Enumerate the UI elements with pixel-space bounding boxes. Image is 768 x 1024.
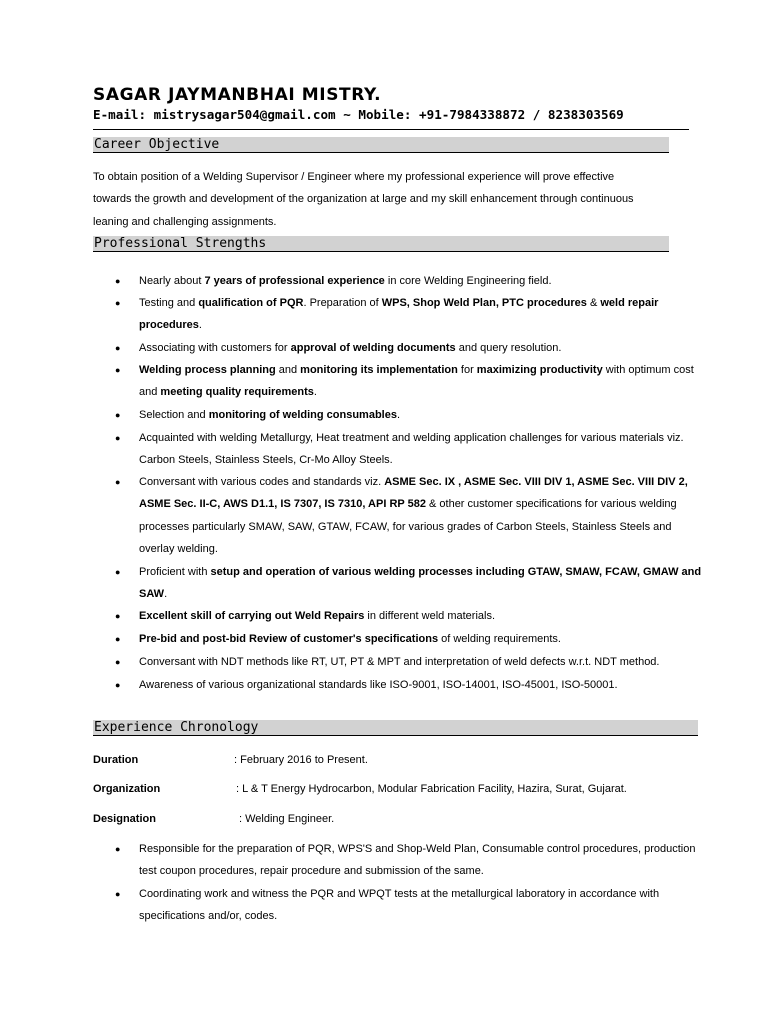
contact-line: E-mail: mistrysagar504@gmail.com ~ Mobile: +91-7984338872 / 8238303569 [93,107,624,122]
section-heading-experience-chronology: Experience Chronology [93,720,698,736]
bullet-icon: ● [115,657,121,667]
duration-label: Duration [93,754,139,766]
bullet-icon: ● [115,567,121,577]
bullet-icon: ● [115,889,121,899]
bullet-icon: ● [115,298,121,308]
bullet-icon: ● [115,343,121,353]
section-heading-career-objective: Career Objective [93,137,669,153]
designation-value: : Welding Engineer. [239,813,335,825]
resume-page: SAGAR JAYMANBHAI MISTRY. E-mail: mistrysagar504@gmail.com ~ Mobile: +91-7984338872 / 8238303569 Career Objective To obtain position of a Welding Supervisor / Engineer where my professional experience will prove effective towards the growth and development of the organization at large and my skill enhancement through continuous leaning and challenging assignments. Professional Strengths ● Nearly about 7 years of professional experience in core Welding Engineering field. ● Testing and qualification of PQR. Preparation of WPS, Shop Weld Plan, PTC procedures & weld repair procedures. ● Associating with customers for approval of welding documents and query resolution. ● Welding process planning and monitoring its implementation for maximizing productivity with optimum cost and meeting quality requirements. ● Selection and monitoring of welding consumables. ● Acquainted with welding Metallurgy, Heat treatment and welding application challenges for various materials viz. Carbon Steels, Stainless Steels, Cr-Mo Alloy Steels. ● Conversant with various codes and standards viz. ASME Sec. IX , ASME Sec. VIII DIV 1, ASME Sec. VIII DIV 2, ASME Sec. II-C, AWS D1.1, IS 7307, IS 7310, API RP 582 & other customer specifications for various welding processes particularly SMAW, SAW, GTAW, FCAW, for various grades of Carbon Steels, Stainless Steels and overlay welding. ● Proficient with setup and operation of various welding processes including GTAW, SMAW, FCAW, GMAW and SAW. ● Excellent skill of carrying out Weld Repairs in different weld materials. ● Pre-bid and post-bid Review of customer's specifications of welding requirements. ● Conversant with NDT methods like RT, UT, PT & MPT and interpretation of weld defects w.r.t. NDT method. ● Awareness of various organizational standards like ISO-9001, ISO-14001, ISO-45001, ISO-50001. Experience Chronology Duration : February 2016 to Present. Organization : L & T Energy Hydrocarbon, Modular Fabrication Facility, Hazira, Surat, Gujarat. Designation : Welding Engineer. ● Responsible for the preparation of PQR, WPS'S and Shop-Weld Plan, Consumable control procedures, production test coupon procedures, repair procedure and submission of the same. ● Coordinating work and witness the PQR and WPQT tests at the metallurgical laboratory in accordance with specifications and/or, codes. [93,85,702,923]
bullet-icon: ● [115,410,121,420]
section-heading-professional-strengths: Professional Strengths [93,236,669,252]
bullet-icon: ● [115,365,121,375]
career-objective-text [93,166,703,233]
bullet-icon: ● [115,477,121,487]
organization-label: Organization [93,783,161,795]
bullet-icon: ● [115,634,121,644]
header-divider [93,129,689,130]
career-objective-line: To obtain position of a Welding Supervisor / Engineer where my professional experience will prove effective [93,171,615,183]
bullet-icon: ● [115,611,121,621]
career-objective-line: leaning and challenging assignments. [93,215,277,228]
bullet-icon: ● [115,276,121,286]
designation-label: Designation [93,813,156,825]
career-objective-line: towards the growth and development of the organization at large and my skill enhancement through continuous [93,193,634,206]
candidate-name: SAGAR JAYMANBHAI MISTRY. [93,85,382,105]
bullet-icon: ● [115,844,121,854]
bullet-icon: ● [115,433,121,443]
duration-value: : February 2016 to Present. [234,754,368,766]
bullet-icon: ● [115,680,121,690]
organization-value: : L & T Energy Hydrocarbon, Modular Fabrication Facility, Hazira, Surat, Gujarat. [236,783,627,795]
